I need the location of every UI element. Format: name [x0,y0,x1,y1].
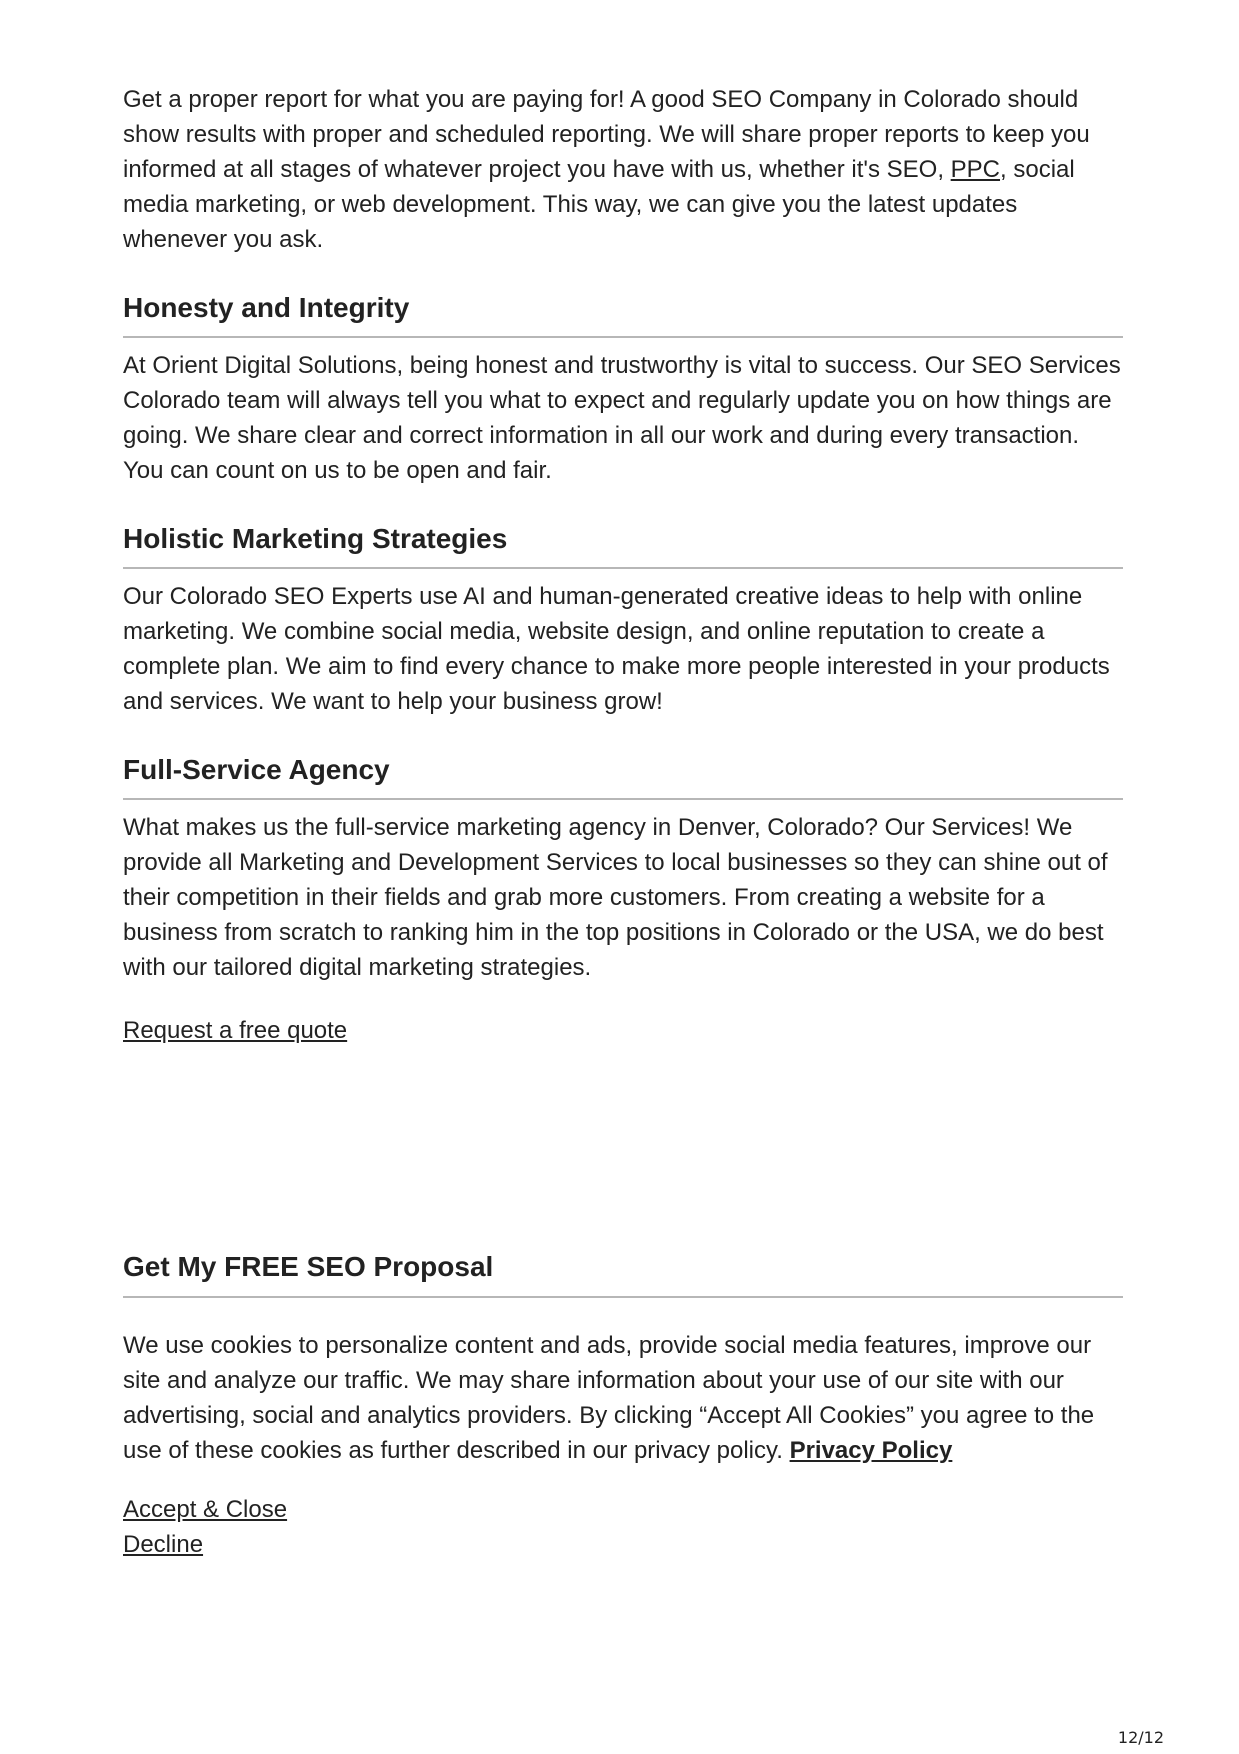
section-heading: Full-Service Agency [123,750,1123,800]
section-body: What makes us the full-service marketing agency in Denver, Colorado? Our Services! We provide all Marketing and Development Services to local businesses so they can shine out of their competition in their fields and grab more customers. From creating a website for a business from scratch to ranking him in the top positions in Colorado or the USA, we do best with our tailored digital marketing strategies. [123,814,1108,981]
intro-paragraph [123,82,1123,257]
ppc-link[interactable]: PPC [950,156,1001,183]
proposal-section [123,1247,1123,1562]
accept-close-link[interactable]: Accept & Close [123,1496,288,1523]
intro-text-end: , social media marketing, or web development. This way, we can give you the latest updates whenever you ask. [123,156,1075,253]
request-quote-link[interactable]: Request a free quote [123,1017,348,1044]
privacy-policy-link[interactable]: Privacy Policy [789,1437,953,1464]
proposal-heading: Get My FREE SEO Proposal [123,1247,1123,1298]
intro-text-start: Get a proper report for what you are paying for! A good SEO Company in Colorado should show results with proper and scheduled reporting. We will share proper reports to keep you informed at all stages of whatever project you have with us, whether it's SEO, [123,86,1090,183]
section-holistic-marketing [123,519,1123,719]
section-body: At Orient Digital Solutions, being honest and trustworthy is vital to success. Our SEO Services Colorado team will always tell you what to expect and regularly update you on how things are going. We share clear and correct information in all our work and during every transaction. You can count on us to be open and fair. [123,352,1121,484]
document-body [123,82,1123,1048]
decline-link[interactable]: Decline [123,1531,204,1558]
page-number: 12/12 [1117,1728,1164,1747]
cookie-notice [123,1328,1123,1468]
section-heading: Holistic Marketing Strategies [123,519,1123,569]
section-honesty-integrity [123,288,1123,488]
cookie-actions [123,1492,1123,1562]
section-full-service-agency [123,750,1123,985]
section-body: Our Colorado SEO Experts use AI and human-generated creative ideas to help with online marketing. We combine social media, website design, and online reputation to create a complete plan. We aim to find every chance to make more people interested in your products and services. We want to help your business grow! [123,583,1110,715]
section-heading: Honesty and Integrity [123,288,1123,338]
cookie-notice-text: We use cookies to personalize content and ads, provide social media features, improve our site and analyze our traffic. We may share information about your use of our site with our advertising, social and analytics providers. By clicking “Accept All Cookies” you agree to the use of these cookies as further described in our privacy policy. [123,1332,1095,1464]
